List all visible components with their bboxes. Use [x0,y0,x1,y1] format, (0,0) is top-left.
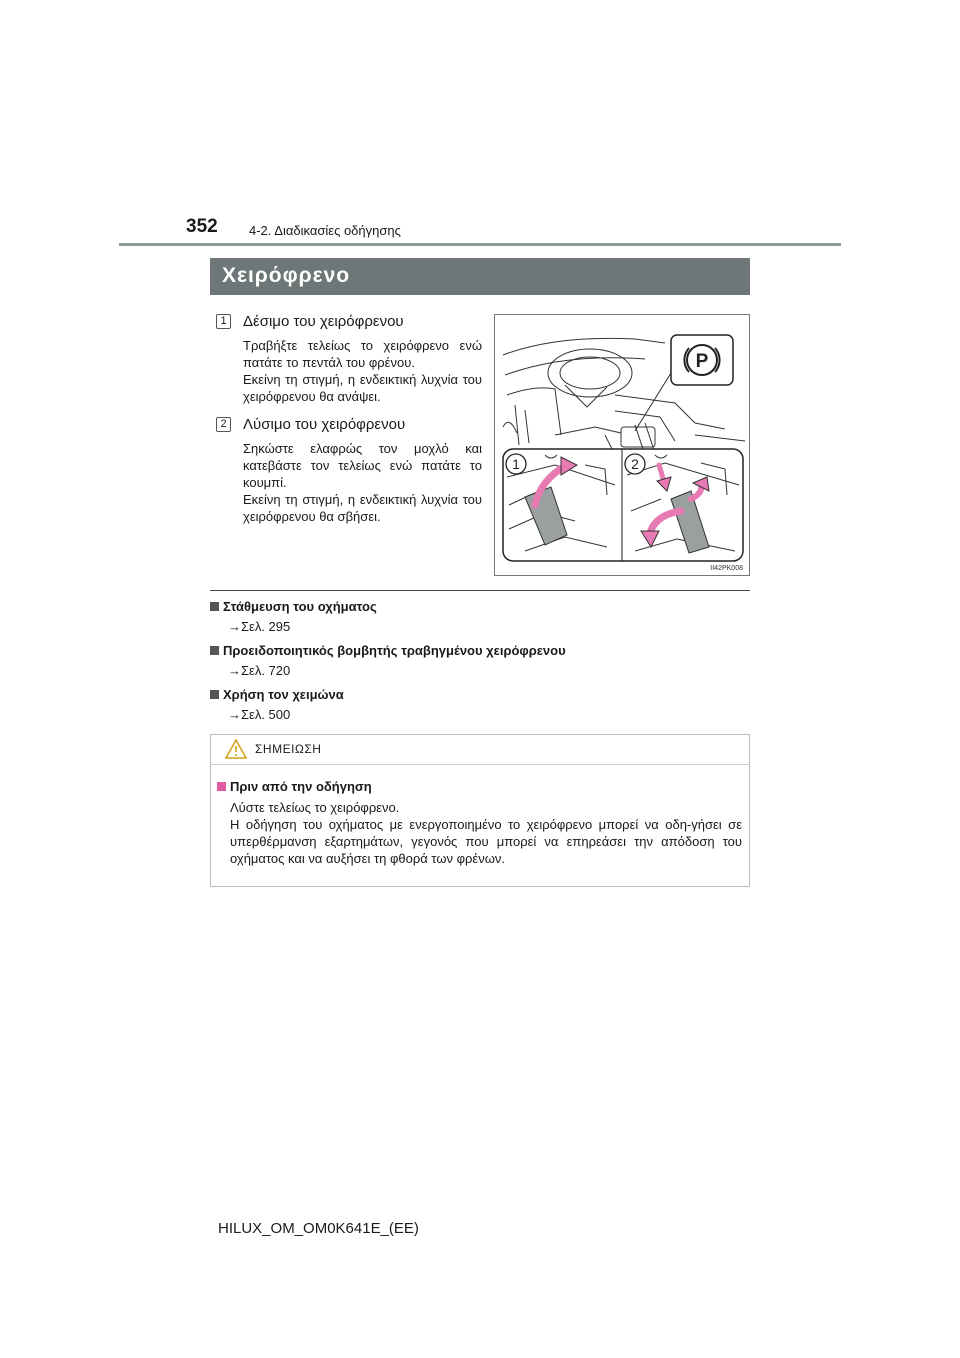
warning-icon [225,739,247,759]
figure-illustration [495,315,750,576]
step-number: 2 [216,417,231,432]
step-title: Δέσιμο του χειρόφρενου [243,313,404,330]
step-line: Σηκώστε ελαφρώς τον μοχλό και κατεβάστε τον τελείως ενώ πατάτε το κουμπί. [243,441,482,490]
note-parking [210,599,377,634]
note-reference[interactable]: →Σελ. 295 [228,619,291,634]
header-rule [119,243,841,246]
step-title: Λύσιμο του χειρόφρενου [243,416,406,433]
step-line: Εκείνη τη στιγμή, η ενδεικτική λυχνία του χειρόφρενου θα ανάψει. [243,372,482,404]
notice-heading: Πριν από την οδήγηση [217,779,372,794]
section-label: 4-2. Διαδικασίες οδήγησης [249,223,401,238]
title-bar [210,258,750,295]
note-heading: Προειδοποιητικός βομβητής τραβηγμένου χειρόφρενου [210,643,566,658]
section-divider [210,590,750,591]
footer-code: HILUX_OM_OM0K641E_(EE) [218,1220,419,1237]
parking-brake-figure [494,314,750,576]
note-reference[interactable]: →Σελ. 500 [228,707,291,722]
step-line: Τραβήξτε τελείως το χειρόφρενο ενώ πατάτε το πεντάλ του φρένου. [243,338,482,370]
indicator-symbol: P [695,351,709,372]
step-1 [216,313,482,413]
note-reference[interactable]: →Σελ. 720 [228,663,291,678]
notice-line: Λύστε τελείως το χειρόφρενο. [230,800,400,815]
notice-header [211,735,749,765]
note-heading: Στάθμευση του οχήματος [210,599,377,614]
page-number: 352 [186,216,218,237]
figure-code: II42PK008 [710,565,743,572]
callout-1-label: 1 [512,456,520,472]
notice-label: ΣΗΜΕΙΩΣΗ [255,742,322,756]
bullet-square-icon [210,646,219,655]
bullet-square-icon [217,782,226,791]
step-body [243,337,482,405]
notice-box [210,734,750,887]
step-number: 1 [216,314,231,329]
note-winter [210,687,344,722]
callout-2-label: 2 [631,456,639,472]
bullet-square-icon [210,690,219,699]
note-heading: Χρήση τον χειμώνα [210,687,344,702]
bullet-square-icon [210,602,219,611]
page-title: Χειρόφρενο [222,264,351,287]
notice-body [230,799,742,867]
notice-line: Η οδήγηση του οχήματος με ενεργοποιημένο το χειρόφρενο μπορεί να οδη-γήσει σε υπερθέρμανση εξαρτημάτων, γεγονός που μπορεί να επηρεάσει την απόδοση του οχήματος και να αυξήσει τη φθορά των φρένων. [230,817,742,866]
note-buzzer [210,643,566,678]
step-2 [216,416,482,536]
step-line: Εκείνη τη στιγμή, η ενδεικτική λυχνία του χειρόφρενου θα σβήσει. [243,492,482,524]
step-body [243,440,482,525]
